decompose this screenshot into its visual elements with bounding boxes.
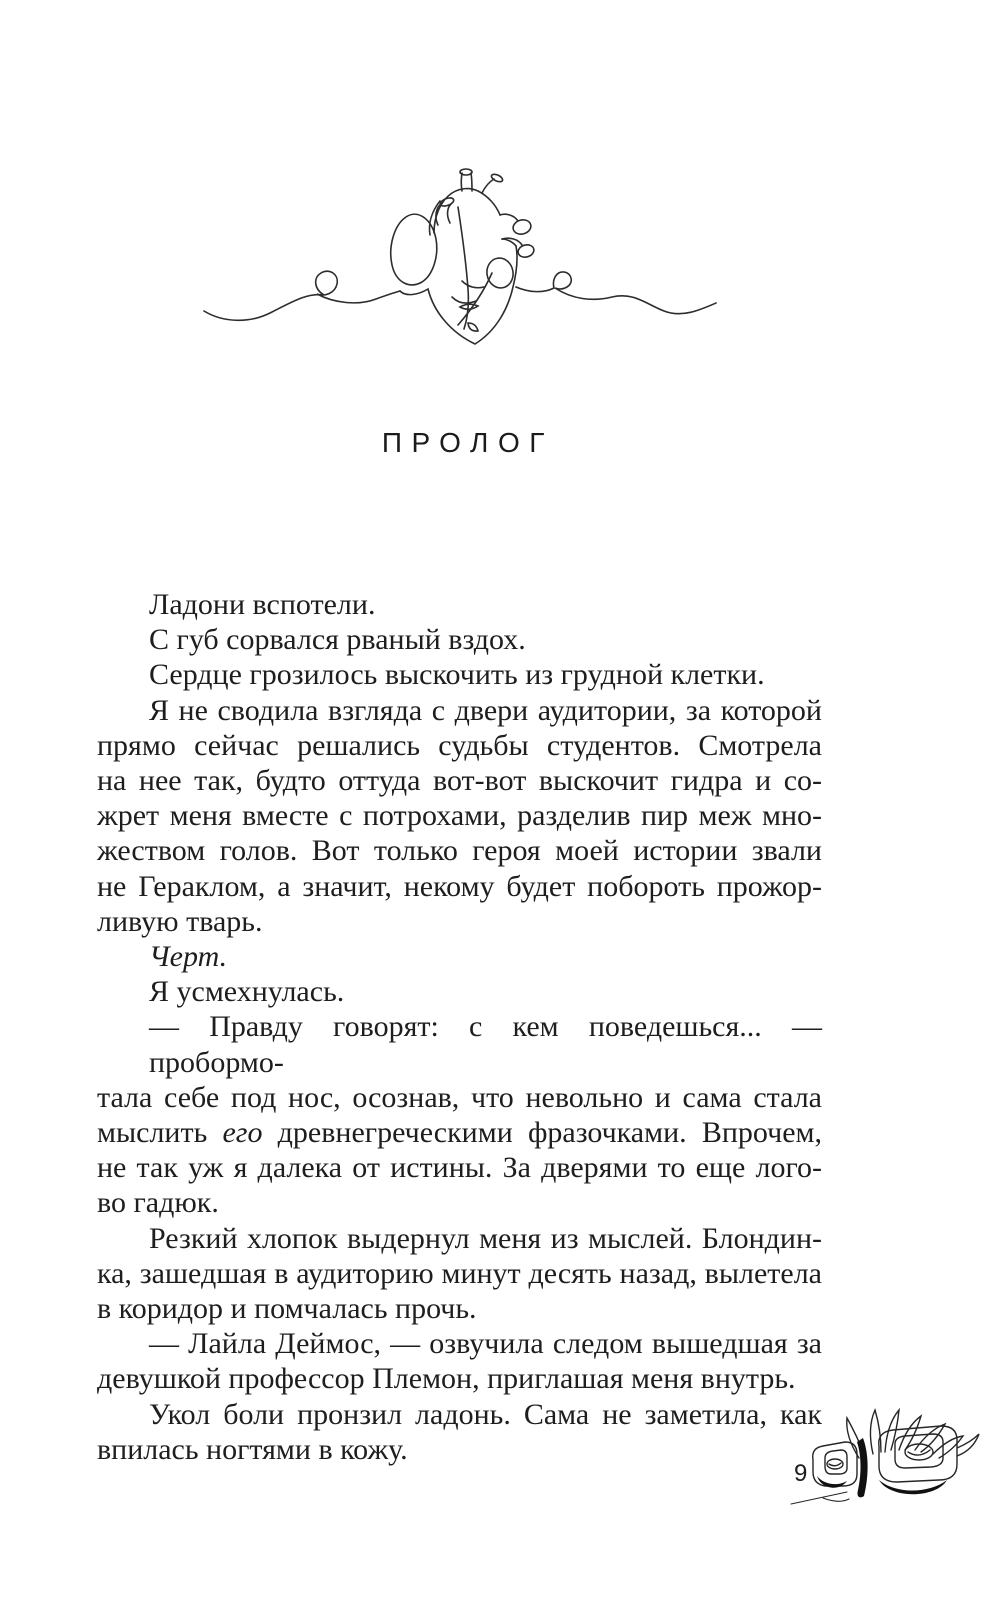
roses-illustration bbox=[787, 1402, 1000, 1510]
text-line: мыслить его древнегреческими фразочками. Впрочем, bbox=[97, 1116, 823, 1150]
heart-line-art-icon bbox=[200, 160, 720, 354]
text-line: тала себе под нос, осознав, что невольно и сама стала bbox=[97, 1080, 822, 1114]
page-number: 9 bbox=[794, 1460, 808, 1487]
chapter-title: ПРОЛОГ bbox=[381, 427, 554, 458]
text-line: Я усмехнулась. bbox=[149, 975, 345, 1009]
text-line: во гадюк. bbox=[97, 1186, 219, 1220]
text-line: С губ сорвался рваный вздох. bbox=[149, 623, 526, 657]
text-line: — Правду говорят: с кем поведешься... — пробормо- bbox=[149, 1010, 822, 1079]
text-line: прямо сейчас решались судьбы студентов. Смотрела bbox=[97, 728, 822, 762]
text-line: жеством голов. Вот только героя моей истории звали bbox=[97, 834, 822, 868]
text-line: на нее так, будто оттуда вот-вот выскочит гидра и со- bbox=[97, 764, 822, 798]
text-line: девушкой профессор Племон, приглашая меня внутрь. bbox=[97, 1362, 796, 1396]
text-line: в коридор и помчалась прочь. bbox=[97, 1292, 477, 1326]
text-line: — Лайла Деймос, — озвучила следом вышедшая за bbox=[149, 1327, 822, 1361]
text-line: Я не сводила взгляда с двери аудитории, за которой bbox=[149, 693, 822, 727]
text-line: не так уж я далека от истины. За дверями то еще лого- bbox=[97, 1151, 822, 1185]
text-line: Сердце грозилось выскочить из грудной клетки. bbox=[149, 658, 765, 692]
heart-illustration bbox=[200, 160, 720, 354]
text-line: ка, зашедшая в аудиторию минут десять назад, вылетела bbox=[97, 1256, 822, 1290]
text-line: Укол боли пронзил ладонь. Сама не заметила, как bbox=[149, 1397, 822, 1431]
text-line: впилась ногтями в кожу. bbox=[97, 1432, 408, 1466]
text-line: Резкий хлопок выдернул меня из мыслей. Блондин- bbox=[149, 1221, 822, 1255]
body-text bbox=[97, 587, 822, 1467]
text-line: Ладони вспотели. bbox=[149, 588, 376, 621]
text-line: ливую тварь. bbox=[97, 904, 263, 938]
text-line: не Гераклом, а значит, некому будет побороть прожор- bbox=[97, 869, 822, 903]
text-line: Черт. bbox=[149, 940, 228, 974]
text-line: жрет меня вместе с потрохами, разделив пир меж мно- bbox=[97, 799, 822, 833]
roses-line-art-icon bbox=[787, 1402, 1000, 1510]
